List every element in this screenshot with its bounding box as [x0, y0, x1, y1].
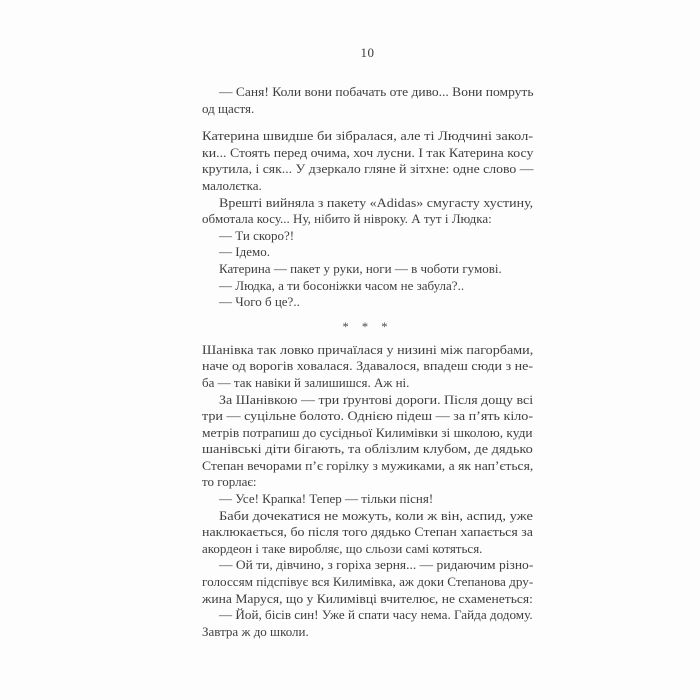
text-line-content: ки... Стоять перед очима, хоч лусни. І так Катерина косу [202, 144, 534, 160]
text-line [202, 101, 533, 118]
text-line [202, 408, 533, 425]
text-line-content: три — суцільне болото. Однією підеш — за п’ять кіло- [202, 408, 534, 424]
text-line [202, 441, 533, 458]
text-line-content: — Йой, бісів син! Уже й спати часу нема. Гайда додому. [219, 607, 533, 623]
text-line [202, 178, 533, 195]
text-line [202, 261, 533, 278]
text-line-content: то горлає: [202, 474, 257, 490]
text-line-content: обмотала косу... Ну, нібито й нівроку. А тут і Людка: [202, 211, 492, 227]
text-line [202, 342, 533, 359]
text-line-content: малолєтка. [202, 177, 262, 193]
text-line [202, 591, 533, 608]
text-line [202, 425, 533, 442]
text-line-content: За Шанівкою — три ґрунтові дороги. Після дощу всі [219, 391, 534, 407]
text-line-content: крутила, і сяк... У дзеркало гляне й зітхне: одне слово — [202, 161, 534, 177]
text-line-content: — Ідемо. [219, 244, 270, 260]
text-line-content: Степан вечорами п’є горілку з мужиками, а як нап’ється, [202, 457, 534, 473]
text-line [202, 474, 533, 491]
text-line [202, 211, 533, 228]
text-line [202, 358, 533, 375]
text-line-content: Шанівка так ловко причаїлася у низині між пагорбами, [202, 341, 534, 357]
text-line [202, 278, 533, 295]
text-line [202, 294, 533, 311]
text-line [202, 195, 533, 212]
text-line [202, 228, 533, 245]
text-line-content: метрів потрапиш до сусідньої Килимівки зі школою, куди [202, 424, 533, 440]
text-line [202, 557, 533, 574]
text-line [202, 375, 533, 392]
text-line [202, 574, 533, 591]
page-text-column [202, 84, 533, 640]
text-line [202, 145, 533, 162]
text-line-content: — Ой ти, дівчино, з горіха зерня... — ридаючим різно- [219, 557, 534, 573]
text-line [202, 161, 533, 178]
text-line-content: Катерина — пакет у руки, ноги — в чоботи гумові. [219, 260, 502, 276]
text-line-content: — Саня! Коли вони побачать оте диво... Вони помруть [219, 84, 534, 99]
text-line-content: — Людка, а ти босоніжки часом не забула?.. [219, 277, 465, 293]
text-line-content: голоссям підспівує вся Килимівка, аж доки Степанова дру- [202, 574, 534, 590]
text-line-content: Катерина швидше би зібралася, але ті Людчині закол- [202, 128, 534, 144]
text-line-content: — Усе! Крапка! Тепер — тільки пісня! [219, 491, 434, 507]
paragraph-gap [202, 117, 533, 128]
text-line-content: Баби дочекатися не можуть, коли ж він, аспид, уже [219, 507, 533, 523]
text-line-content: Завтра ж до школи. [202, 623, 309, 639]
text-line [202, 128, 533, 145]
section-separator: * * * [342, 319, 393, 334]
text-line-content: наклюкається, бо після того дядько Степан хапається за [202, 524, 533, 540]
text-line-content: — Ти скоро?! [219, 227, 295, 243]
text-line [202, 624, 533, 641]
text-line-content: ба — так навіки й залишишся. Аж ні. [202, 374, 410, 390]
text-line [202, 392, 533, 409]
text-line-content: Врешті вийняла з пакету «Adidas» смугасту хустину, [219, 194, 534, 210]
text-line-content: — Чого б це?.. [219, 294, 300, 310]
text-line-content: од щастя. [202, 100, 255, 116]
text-line [202, 524, 533, 541]
page-number: 10 [360, 45, 375, 60]
text-line [202, 607, 533, 624]
text-line [202, 491, 533, 508]
text-line-content: жина Маруся, що у Килимівці вчителює, не схаменеться: [202, 590, 533, 606]
text-line [202, 84, 533, 101]
text-line-content: шанівські діти бігають, та облізлим клубом, де дядько [202, 441, 533, 457]
text-line [202, 244, 533, 261]
text-line [202, 541, 533, 558]
text-line [202, 508, 533, 525]
text-line-content: акордеон і таке виробляє, що сльози самі котяться. [202, 540, 483, 556]
text-line-content: наче од ворогів ховалася. Здавалося, впадеш сюди з не- [202, 358, 534, 374]
text-line [202, 458, 533, 475]
